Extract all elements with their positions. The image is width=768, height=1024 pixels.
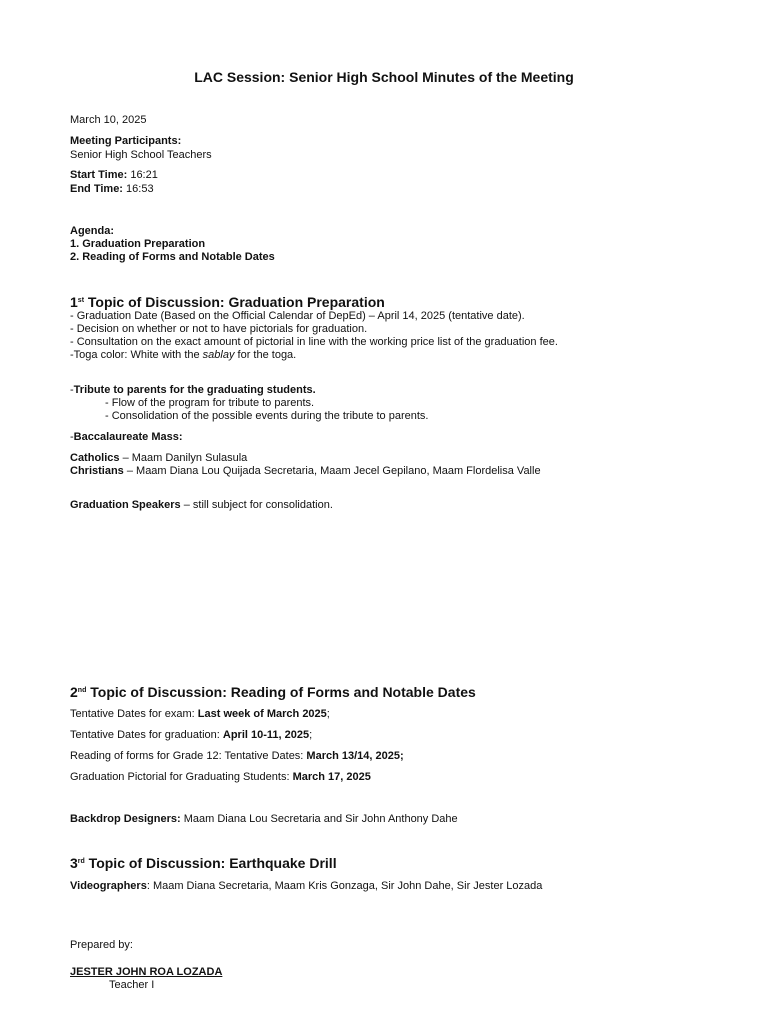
end-time-value: 16:53 [122, 183, 154, 195]
christians-label: Christians [70, 465, 124, 477]
meeting-date: March 10, 2025 [70, 114, 147, 126]
topic1-line: - Consultation on the exact amount of pictorial in line with the working price list of the graduation fee. [70, 336, 558, 348]
catholics-label: Catholics [70, 452, 120, 464]
topic1-ordinal: st [77, 297, 85, 304]
topic2-number: 2 [70, 684, 78, 700]
christians-value: – Maam Diana Lou Quijada Secretaria, Maam Jecel Gepilano, Maam Flordelisa Valle [123, 465, 541, 477]
exam-end: ; [326, 708, 330, 720]
tribute-label: Tribute to parents for the graduating students. [73, 384, 316, 396]
topic3-heading [70, 854, 337, 872]
catholics-value: – Maam Danilyn Sulasula [119, 452, 248, 464]
speakers-label: Graduation Speakers [70, 499, 181, 511]
end-time-label: End Time: [70, 183, 123, 195]
topic1-line: - Decision on whether or not to have pictorials for graduation. [70, 323, 368, 335]
speakers-line [70, 499, 333, 512]
topic3-number: 3 [70, 855, 78, 871]
agenda-item: 1. Graduation Preparation [70, 238, 206, 250]
videographers-label: Videographers [70, 880, 147, 892]
tribute-heading [70, 384, 316, 397]
grad-end: ; [309, 729, 313, 741]
pictorial-value: March 17, 2025 [292, 771, 371, 783]
speakers-value: – still subject for consolidation. [180, 499, 333, 511]
toga-italic: sablay [202, 349, 235, 361]
forms-value: March 13/14, 2025; [306, 750, 404, 762]
exam-value: Last week of March 2025 [197, 708, 327, 720]
topic3-title: Topic of Discussion: Earthquake Drill [84, 855, 337, 871]
participants-label: Meeting Participants: [70, 135, 182, 147]
tribute-item: - Consolidation of the possible events during the tribute to parents. [105, 410, 429, 422]
grad-value: April 10-11, 2025 [222, 729, 310, 741]
topic1-line: - Graduation Date (Based on the Official Calendar of DepEd) – April 14, 2025 (tentative date). [70, 310, 525, 322]
graduation-dates [70, 729, 312, 742]
toga-line [70, 349, 296, 362]
videographers-line [70, 880, 542, 893]
tribute-dash: - [70, 384, 74, 396]
backdrop-value: Maam Diana Lou Secretaria and Sir John Anthony Dahe [180, 813, 458, 825]
topic1-title: Topic of Discussion: Graduation Preparation [84, 294, 385, 310]
christians-line [70, 465, 541, 478]
pictorial-dates [70, 771, 371, 784]
backdrop-label: Backdrop Designers: [70, 813, 181, 825]
forms-text: Reading of forms for Grade 12: Tentative Dates: [70, 750, 307, 762]
bacc-dash: - [70, 431, 74, 443]
topic2-ordinal: nd [77, 687, 87, 694]
backdrop-line [70, 813, 458, 826]
forms-dates [70, 750, 404, 763]
grad-text: Tentative Dates for graduation: [70, 729, 223, 741]
bacc-label: Baccalaureate Mass: [73, 431, 183, 443]
toga-text: -Toga color: White with the [70, 349, 203, 361]
preparer-position: Teacher I [109, 979, 155, 991]
start-time-label: Start Time: [70, 169, 128, 181]
topic2-title: Topic of Discussion: Reading of Forms and Notable Dates [86, 684, 476, 700]
document-title: LAC Session: Senior High School Minutes of the Meeting [194, 69, 574, 85]
pictorial-text: Graduation Pictorial for Graduating Students: [70, 771, 293, 783]
topic3-ordinal: rd [77, 858, 85, 865]
exam-dates [70, 708, 330, 721]
agenda-item: 2. Reading of Forms and Notable Dates [70, 251, 275, 263]
topic1-number: 1 [70, 294, 78, 310]
agenda-label: Agenda: [70, 225, 114, 237]
toga-text-end: for the toga. [234, 349, 297, 361]
start-time [70, 169, 158, 182]
videographers-value: : Maam Diana Secretaria, Maam Kris Gonzaga, Sir John Dahe, Sir Jester Lozada [146, 880, 543, 892]
exam-text: Tentative Dates for exam: [70, 708, 198, 720]
topic1-heading [70, 293, 385, 311]
start-time-value: 16:21 [127, 169, 158, 181]
prepared-by-label: Prepared by: [70, 939, 133, 951]
preparer-name: JESTER JOHN ROA LOZADA [70, 966, 223, 978]
baccalaureate-heading [70, 431, 183, 444]
end-time [70, 183, 154, 196]
tribute-item: - Flow of the program for tribute to parents. [105, 397, 315, 409]
topic2-heading [70, 683, 476, 701]
catholics-line [70, 452, 247, 465]
participants-value: Senior High School Teachers [70, 149, 212, 161]
